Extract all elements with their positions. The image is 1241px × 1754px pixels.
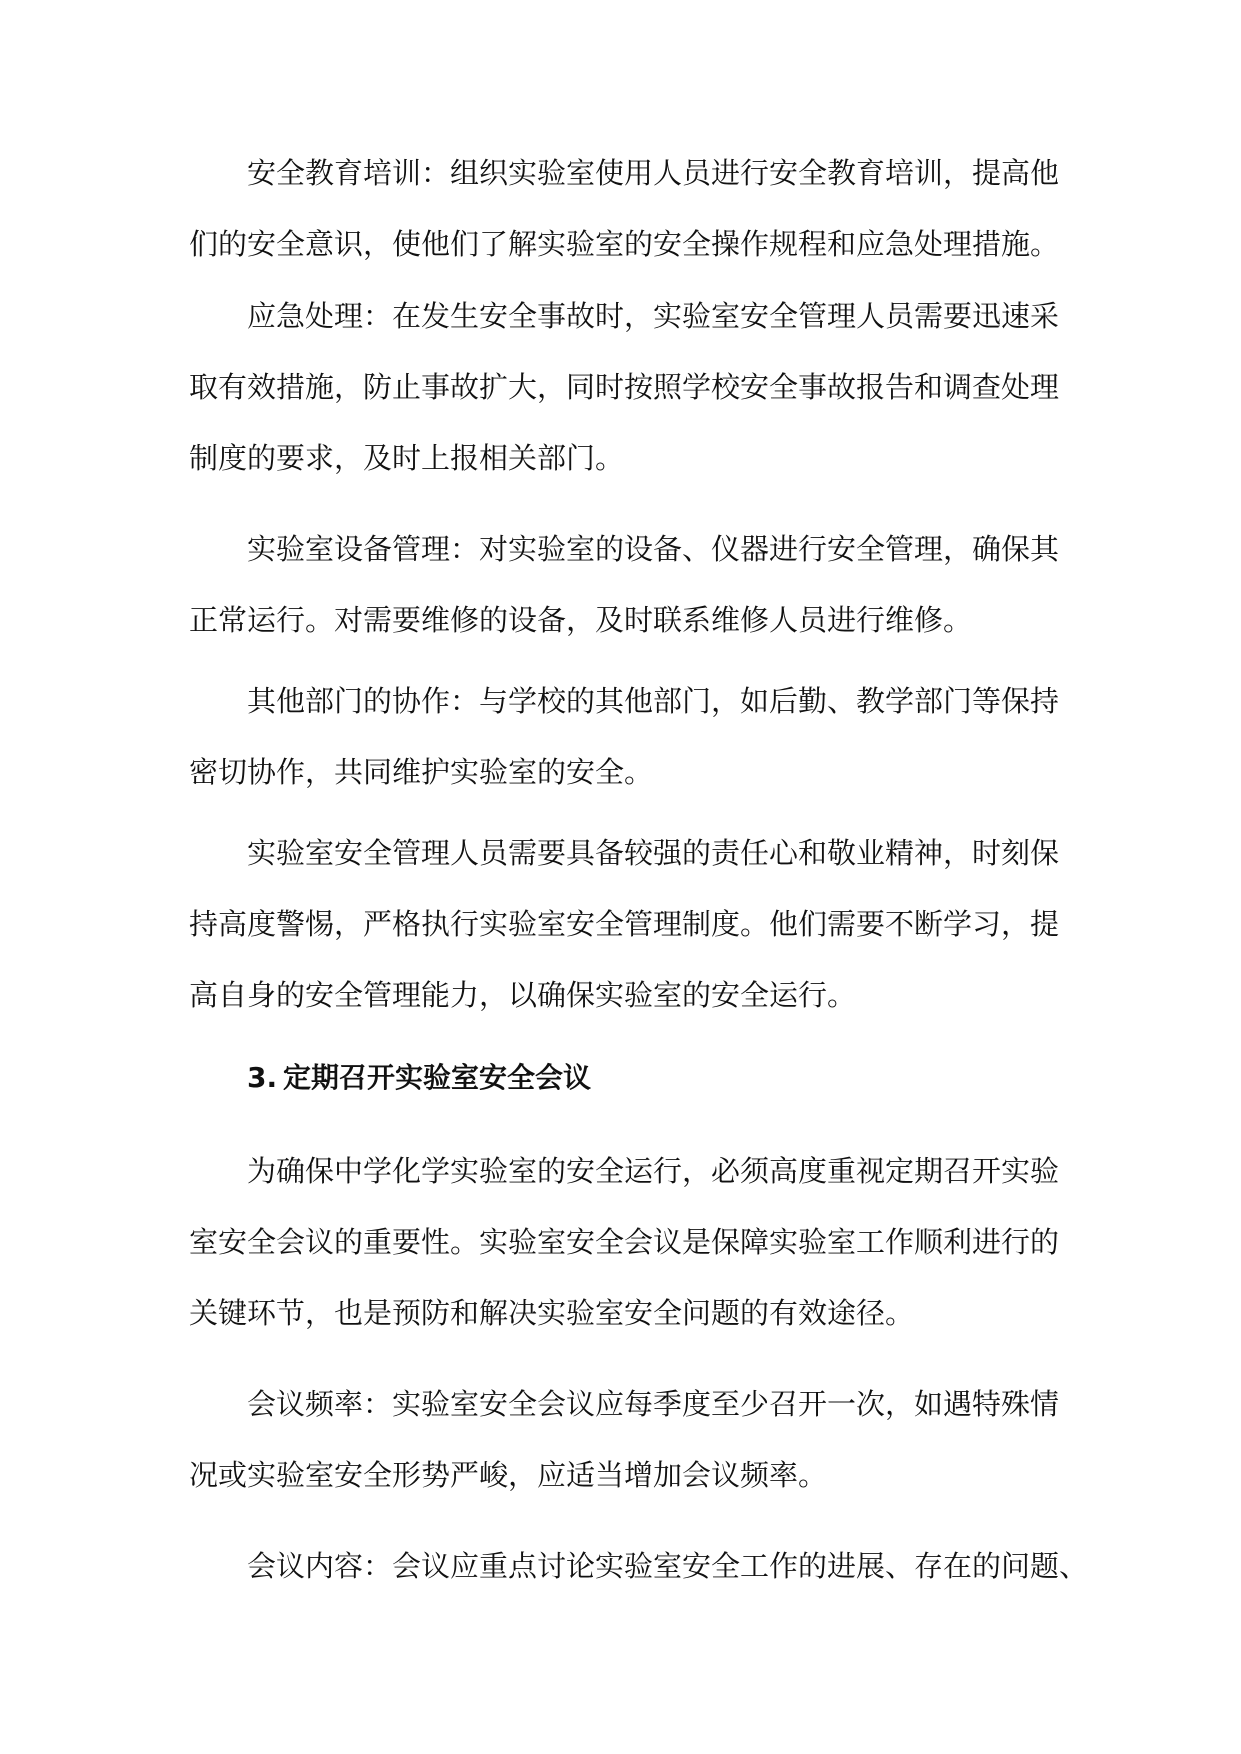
section-number: 3. [247,1061,278,1094]
paragraph-line: 关键环节，也是预防和解决实验室安全问题的有效途径。 [189,1296,915,1330]
paragraph-line: 取有效措施，防止事故扩大，同时按照学校安全事故报告和调查处理 [189,370,1060,404]
paragraph-line: 其他部门的协作：与学校的其他部门，如后勤、教学部门等保持 [247,684,1060,718]
section-heading [247,1058,591,1098]
paragraph-line: 们的安全意识，使他们了解实验室的安全操作规程和应急处理措施。 [189,227,1060,261]
paragraph-line: 正常运行。对需要维修的设备，及时联系维修人员进行维修。 [189,603,973,637]
paragraph-line: 为确保中学化学实验室的安全运行，必须高度重视定期召开实验 [247,1154,1060,1188]
paragraph-line: 持高度警惕，严格执行实验室安全管理制度。他们需要不断学习，提 [189,907,1060,941]
paragraph-line: 实验室设备管理：对实验室的设备、仪器进行安全管理，确保其 [247,532,1060,566]
paragraph-line: 高自身的安全管理能力，以确保实验室的安全运行。 [189,978,857,1012]
paragraph-line: 应急处理：在发生安全事故时，实验室安全管理人员需要迅速采 [247,299,1060,333]
paragraph-line: 安全教育培训：组织实验室使用人员进行安全教育培训，提高他 [247,156,1060,190]
paragraph-line: 会议频率：实验室安全会议应每季度至少召开一次，如遇特殊情 [247,1387,1060,1421]
paragraph-line: 况或实验室安全形势严峻，应适当增加会议频率。 [189,1458,828,1492]
section-title: 定期召开实验室安全会议 [283,1061,592,1094]
paragraph-line: 会议内容：会议应重点讨论实验室安全工作的进展、存在的问题、 [247,1549,1089,1583]
paragraph-line: 室安全会议的重要性。实验室安全会议是保障实验室工作顺利进行的 [189,1225,1060,1259]
paragraph-line: 密切协作，共同维护实验室的安全。 [189,755,654,789]
paragraph-line: 实验室安全管理人员需要具备较强的责任心和敬业精神，时刻保 [247,836,1060,870]
paragraph-line: 制度的要求，及时上报相关部门。 [189,441,625,475]
